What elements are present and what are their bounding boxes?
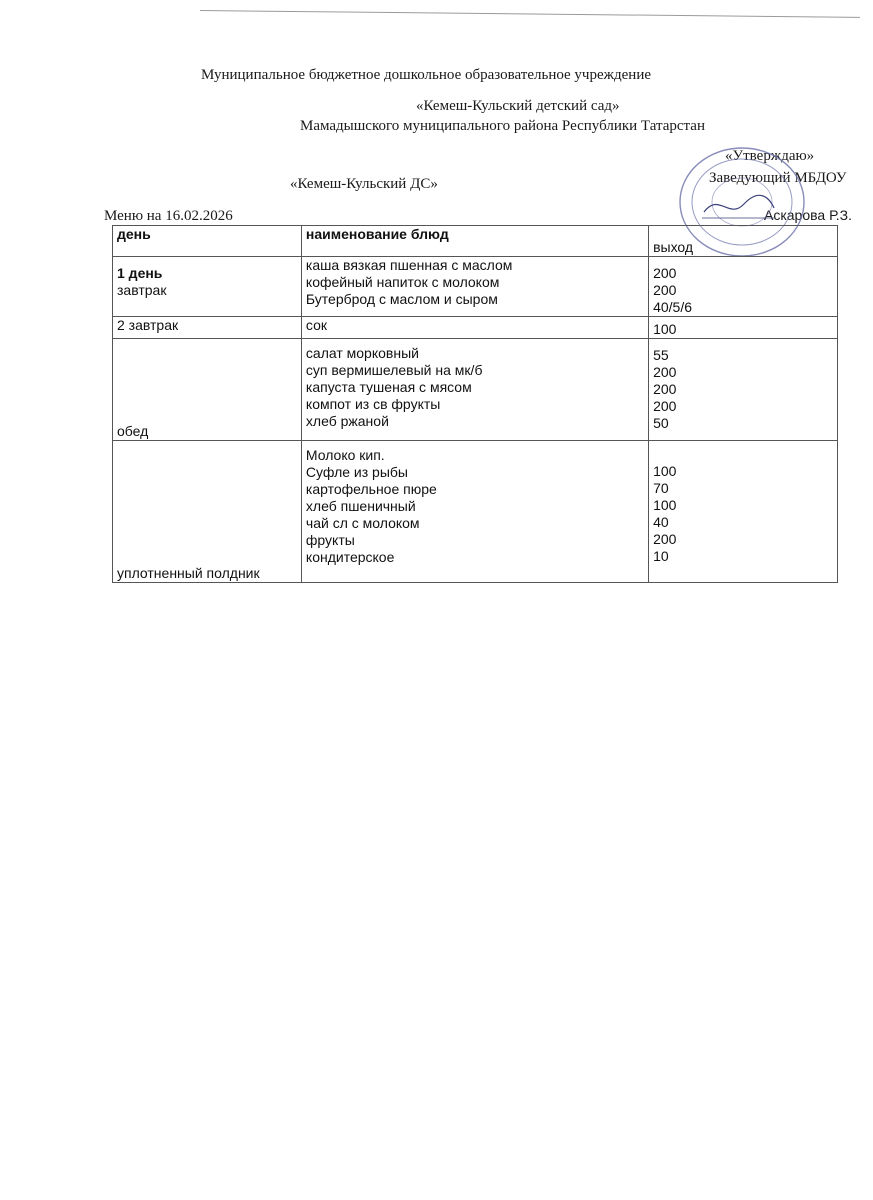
dish-item: хлеб ржаной — [305, 413, 389, 429]
output-item: 10 — [653, 548, 669, 564]
dish-cell — [301, 339, 648, 441]
day-cell — [113, 257, 302, 317]
table-row — [113, 441, 838, 583]
table-row — [113, 257, 838, 317]
output-item: 200 — [653, 531, 677, 547]
output-item: 200 — [653, 364, 677, 380]
output-item: 200 — [653, 381, 677, 397]
dish-item: суп вермишелевый на мк/б — [305, 362, 483, 378]
dish-item: Бутерброд с маслом и сыром — [305, 291, 498, 307]
dish-cell — [301, 257, 648, 317]
output-item: 50 — [653, 415, 669, 431]
table-row — [113, 317, 838, 339]
meal-cell: обед — [113, 339, 302, 441]
dish-cell: сок — [301, 317, 648, 339]
scan-edge-line — [200, 10, 860, 18]
dish-item: Молоко кип. — [305, 447, 385, 463]
header-output: выход — [649, 226, 838, 257]
output-item: 40 — [653, 514, 669, 530]
table-header-row — [113, 226, 838, 257]
dish-item: салат морковный — [305, 345, 419, 361]
dish-item: чай сл с молоком — [305, 515, 420, 531]
dish-cell — [301, 441, 648, 583]
menu-table — [112, 225, 838, 583]
output-item: 100 — [653, 497, 677, 513]
dish-item: Суфле из рыбы — [305, 464, 408, 480]
menu-date: Меню на 16.02.2026 — [104, 208, 233, 224]
output-cell — [649, 441, 838, 583]
output-item: 200 — [653, 282, 677, 298]
output-item: 100 — [653, 463, 677, 479]
dish-item: компот из св фрукты — [305, 396, 441, 412]
day-title: 1 день — [117, 265, 163, 281]
header-day: день — [113, 226, 302, 257]
dish-item: картофельное пюре — [305, 481, 437, 497]
dish-item: кофейный напиток с молоком — [305, 274, 500, 290]
institution-line-1: Муниципальное бюджетное дошкольное образовательное учреждение — [201, 67, 651, 83]
short-name: «Кемеш-Кульский ДС» — [290, 176, 438, 192]
approve-label: «Утверждаю» — [725, 148, 815, 164]
signatory-name: Аскарова Р.З. — [764, 207, 853, 223]
output-item: 200 — [653, 398, 677, 414]
output-cell — [649, 339, 838, 441]
meal-cell: 2 завтрак — [113, 317, 302, 339]
header-dish: наименование блюд — [301, 226, 648, 257]
dish-item: капуста тушеная с мясом — [305, 379, 472, 395]
meal-name: завтрак — [117, 282, 167, 298]
output-cell: 100 — [649, 317, 838, 339]
dish-item: каша вязкая пшенная с маслом — [305, 257, 513, 273]
institution-line-2: «Кемеш-Кульский детский сад» — [416, 98, 620, 114]
output-item: 200 — [653, 265, 677, 281]
approver-position: Заведующий МБДОУ — [709, 170, 847, 186]
dish-item: фрукты — [305, 532, 355, 548]
output-item: 70 — [653, 480, 669, 496]
dish-item: кондитерское — [305, 549, 395, 565]
output-item: 40/5/6 — [653, 299, 693, 315]
output-item: 55 — [653, 347, 669, 363]
meal-cell: уплотненный полдник — [113, 441, 302, 583]
institution-line-3: Мамадышского муниципального района Республики Татарстан — [300, 118, 705, 134]
dish-item: хлеб пшеничный — [305, 498, 416, 514]
output-cell — [649, 257, 838, 317]
table-row — [113, 339, 838, 441]
